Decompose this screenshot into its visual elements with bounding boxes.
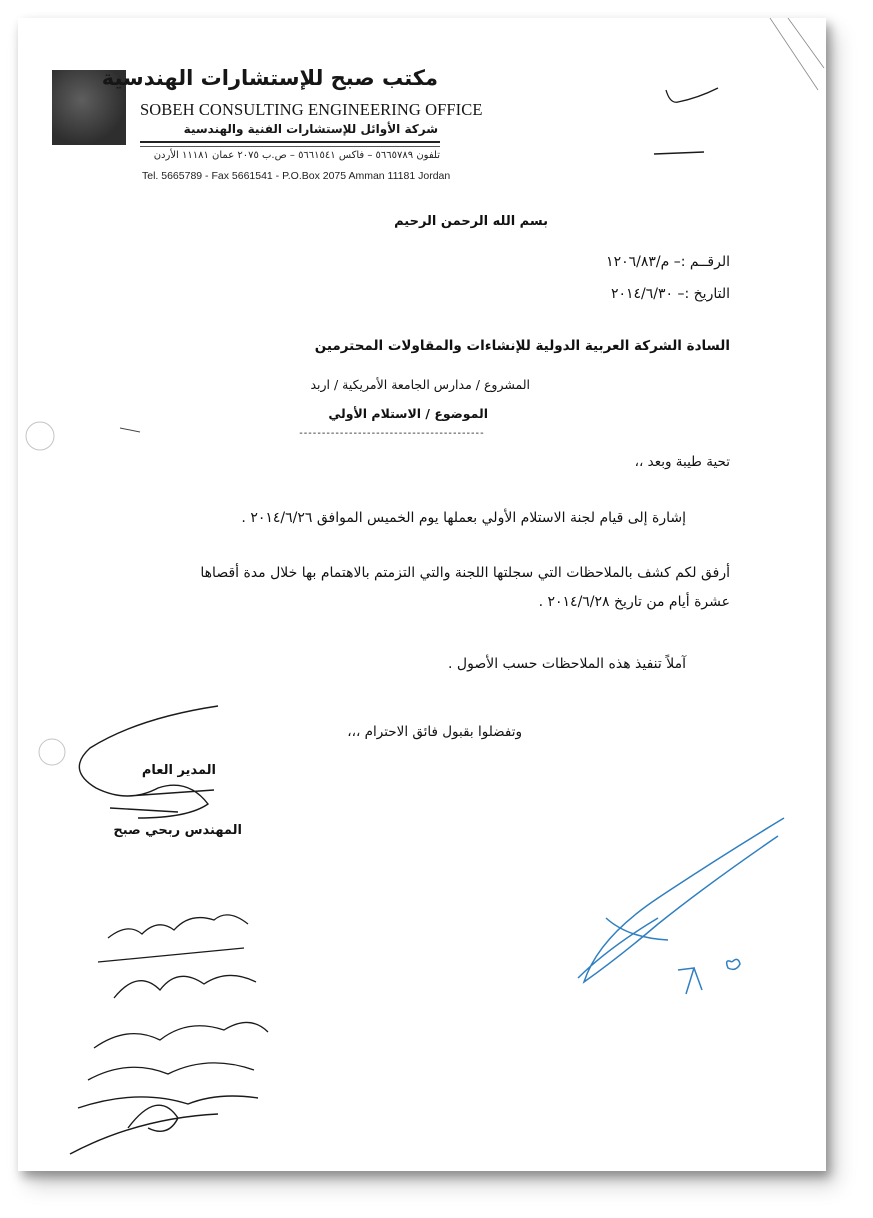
handwritten-underline bbox=[98, 948, 244, 962]
firm-subtitle: شركة الأوائل للإستشارات الفنية والهندسية bbox=[183, 122, 438, 136]
handwritten-note-line-2 bbox=[114, 975, 256, 998]
closing-line: وتفضلوا بقبول فائق الاحترام ،،، bbox=[347, 724, 522, 740]
page-fold bbox=[770, 18, 824, 90]
blue-annotation bbox=[678, 959, 740, 994]
scan-smudge bbox=[39, 739, 65, 765]
body-paragraph-2-line-2: عشرة أيام من تاريخ ٢٠١٤/٦/٢٨ . bbox=[538, 594, 730, 610]
firm-name-english: SOBEH CONSULTING ENGINEERING OFFICE bbox=[140, 100, 483, 119]
letter-date: التاريخ :– ٢٠١٤/٦/٣٠ bbox=[610, 286, 730, 302]
scan-speck bbox=[120, 428, 140, 432]
firm-name-arabic: مكتب صبح للإستشارات الهندسية bbox=[101, 66, 438, 90]
pen-dash bbox=[654, 152, 704, 154]
subject-underline: ----------------------------------------- bbox=[298, 428, 484, 439]
body-paragraph-1: إشارة إلى قيام لجنة الاستلام الأولي بعملها يوم الخميس الموافق ٢٠١٤/٦/٢٦ . bbox=[241, 510, 686, 526]
signatory-title: المدير العام bbox=[141, 763, 216, 778]
signatory-name: المهندس ربحي صبح bbox=[113, 823, 242, 838]
manager-signature bbox=[79, 706, 218, 818]
basmala: بسم الله الرحمن الرحيم bbox=[394, 214, 548, 229]
handwriting-layer bbox=[18, 18, 826, 1171]
subject-line: الموضوع / الاستلام الأولي bbox=[328, 406, 488, 421]
contact-english: Tel. 5665789 - Fax 5661541 - P.O.Box 2075 Amman 11181 Jordan bbox=[142, 170, 451, 182]
handwritten-note-line-1 bbox=[108, 915, 248, 938]
reference-number: الرقــم :– م/١٢٠٦/٨٣ bbox=[606, 254, 730, 270]
blue-signature bbox=[578, 818, 784, 982]
body-paragraph-2-line-1: أرفق لكم كشف بالملاحظات التي سجلتها اللجنة والتي التزمتم بالاهتمام بها خلال مدة أقصاها bbox=[200, 565, 730, 581]
scan-smudge bbox=[26, 422, 54, 450]
check-mark bbox=[666, 88, 718, 102]
handwritten-note-line-4 bbox=[88, 1063, 254, 1080]
contact-arabic: تلفون ٥٦٦٥٧٨٩ – فاكس ٥٦٦١٥٤١ – ص.ب ٢٠٧٥ عمان ١١١٨١ الأردن bbox=[153, 150, 440, 161]
handwritten-initials bbox=[70, 1096, 258, 1154]
greeting: تحية طيبة وبعد ،، bbox=[634, 454, 730, 470]
letter-page bbox=[18, 18, 826, 1171]
project-line: المشروع / مدارس الجامعة الأمريكية / اربد bbox=[310, 377, 530, 392]
body-paragraph-3: آملاً تنفيذ هذه الملاحظات حسب الأصول . bbox=[448, 656, 686, 672]
addressee: السادة الشركة العربية الدولية للإنشاءات والمقاولات المحترمين bbox=[314, 338, 730, 354]
handwritten-note-line-3 bbox=[94, 1022, 268, 1048]
